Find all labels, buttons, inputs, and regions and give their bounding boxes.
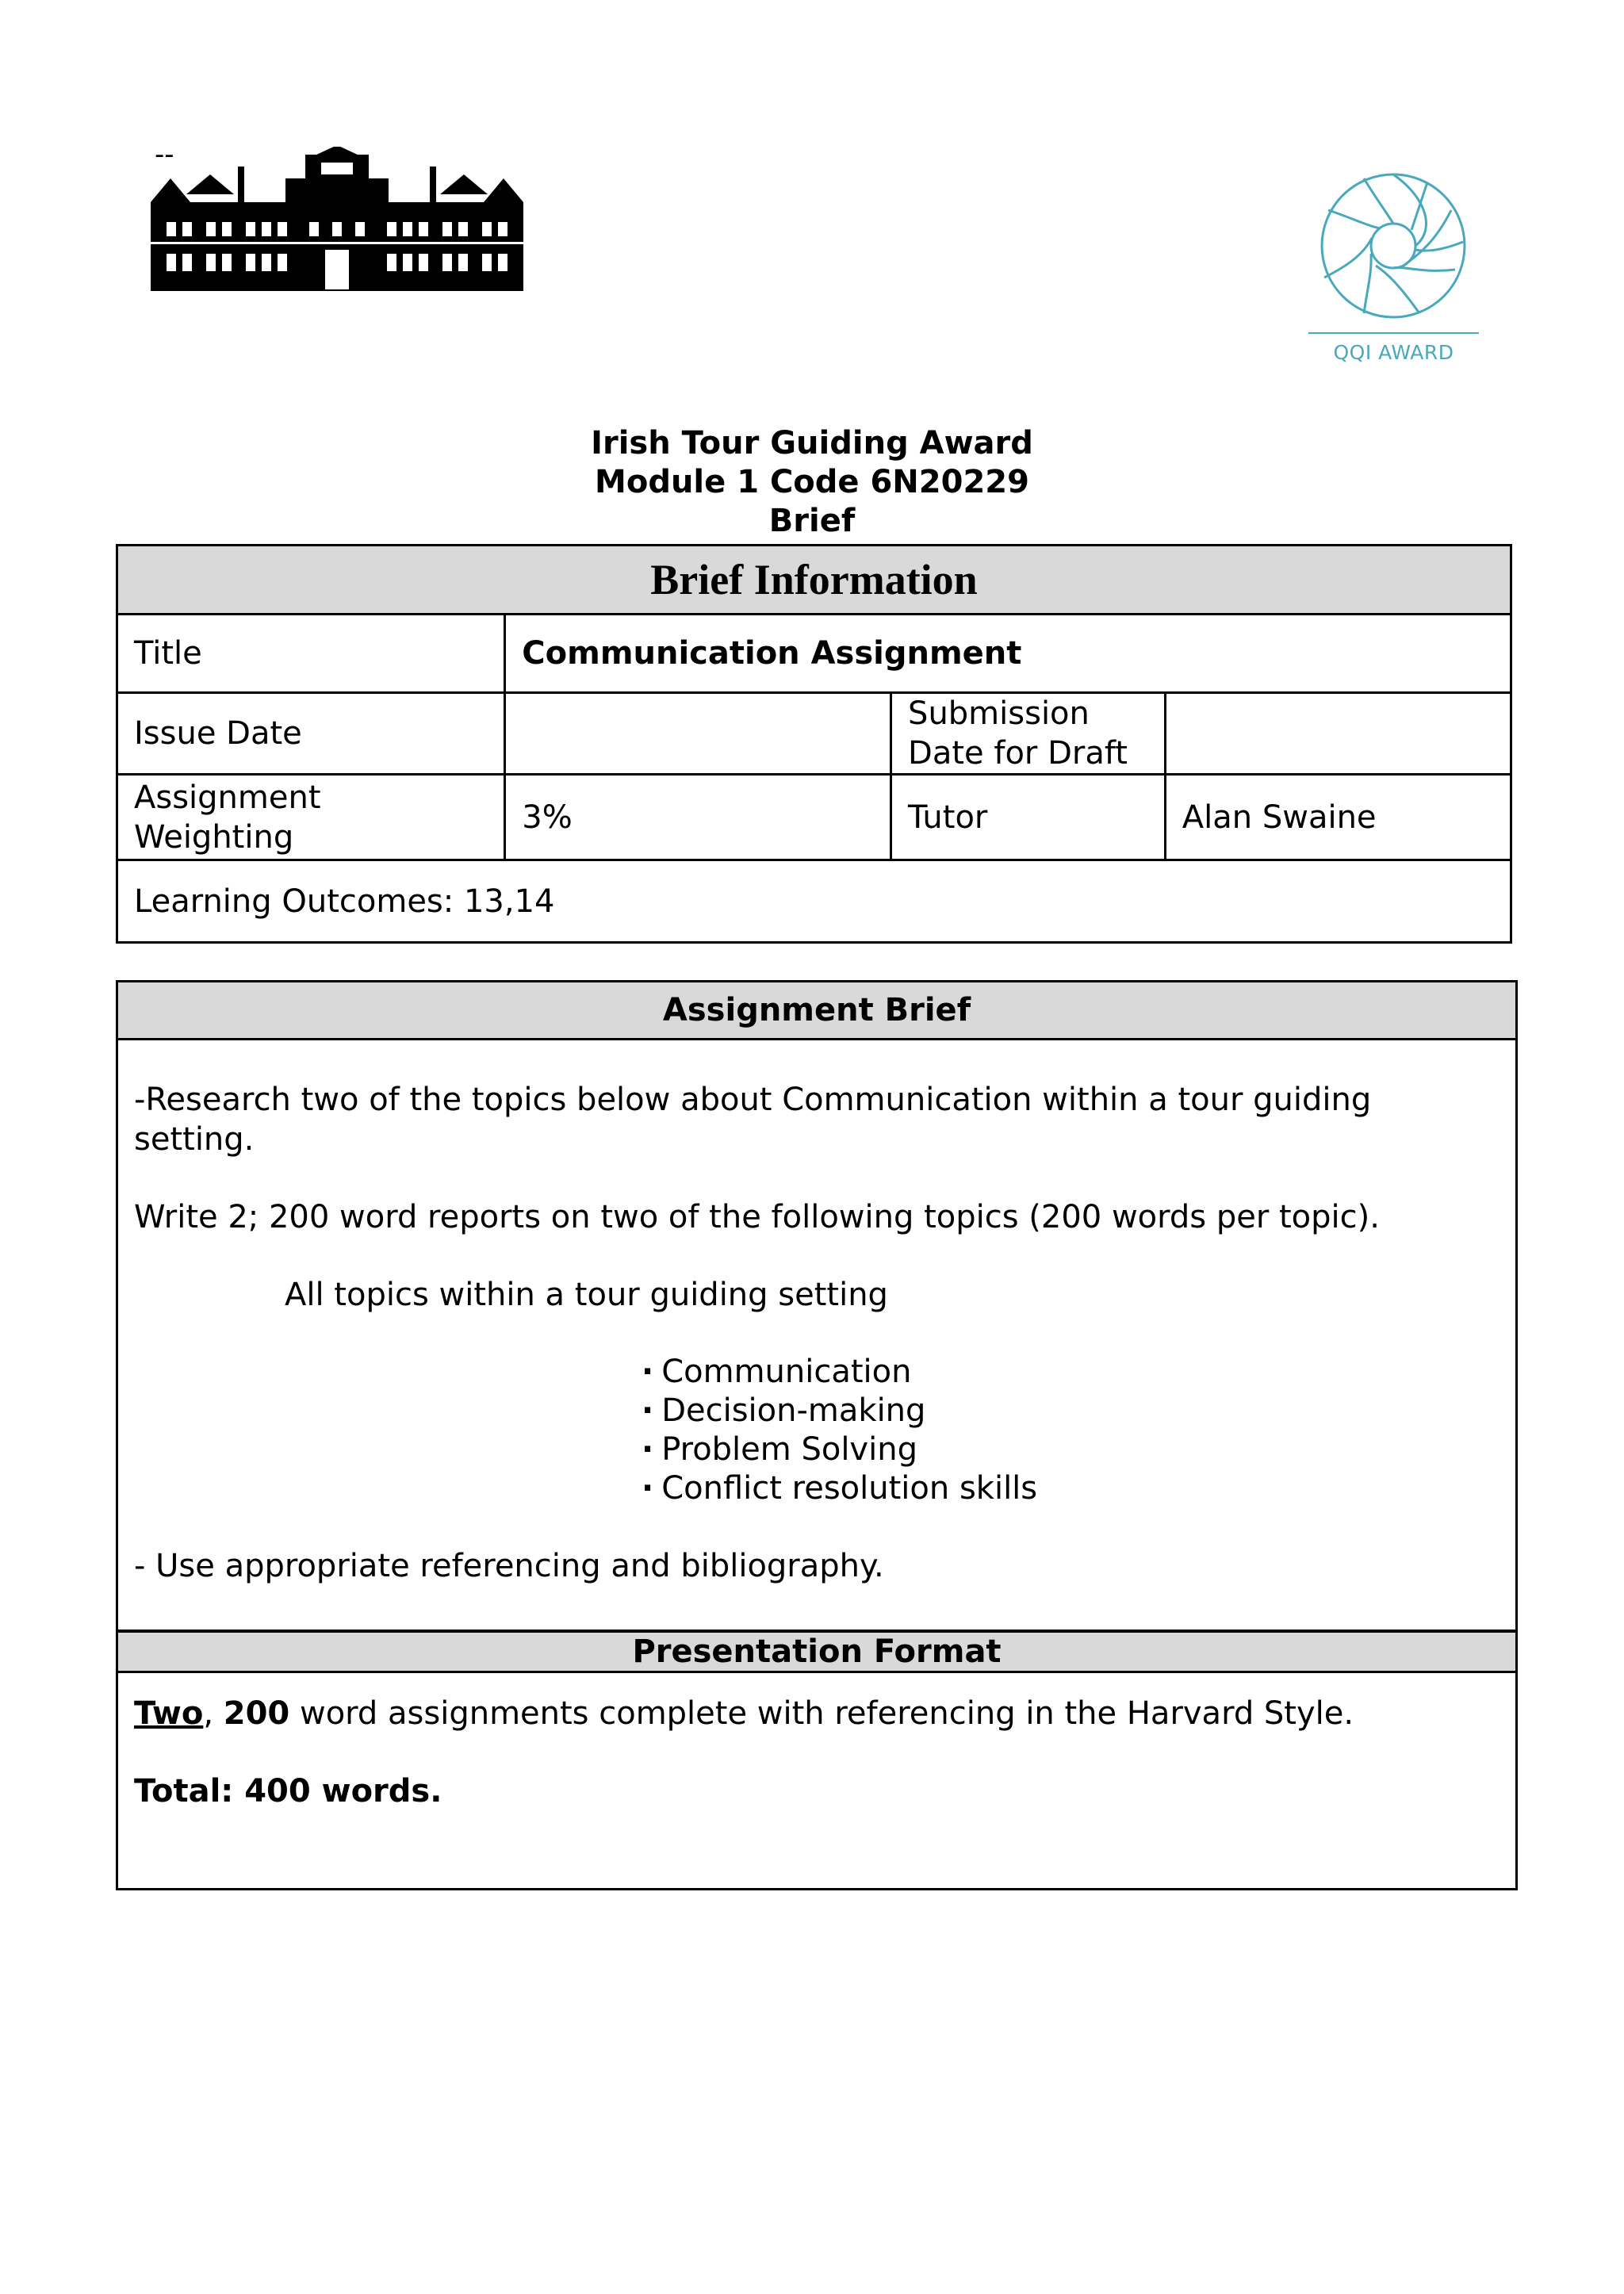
title-value: Communication Assignment xyxy=(505,615,1511,693)
format-line xyxy=(134,1694,1500,1733)
module-code: Module 1 Code 6N20229 xyxy=(595,464,1029,500)
brief-referencing-line: - Use appropriate referencing and bibliography. xyxy=(134,1548,884,1584)
title-label: Title xyxy=(117,615,505,693)
header-dashes: -- xyxy=(155,139,174,170)
assignment-brief-body xyxy=(117,1040,1517,1631)
brief-label: Brief xyxy=(768,503,856,539)
award-title: Irish Tour Guiding Award xyxy=(591,425,1033,461)
list-item: · Problem Solving xyxy=(642,1430,1500,1469)
qqi-award-text: QQI AWARD xyxy=(1333,341,1454,364)
list-item: · Communication xyxy=(642,1353,1500,1392)
format-word-count: 200 xyxy=(223,1695,290,1732)
learning-outcomes: Learning Outcomes: 13,14 xyxy=(117,860,1511,943)
format-total: Total: 400 words. xyxy=(134,1773,442,1810)
brief-setting-line: All topics within a tour guiding setting xyxy=(285,1277,888,1313)
topics-list xyxy=(134,1353,1500,1508)
list-item: · Conflict resolution skills xyxy=(642,1469,1500,1508)
format-separator: , xyxy=(203,1695,214,1732)
presentation-format-table xyxy=(116,1630,1518,1890)
weighting-label: Assignment Weighting xyxy=(117,775,505,860)
assignment-brief-table xyxy=(116,980,1518,1632)
presentation-format-header: Presentation Format xyxy=(117,1632,1517,1672)
submission-date-label: Submission Date for Draft xyxy=(891,693,1166,775)
college-building-logo xyxy=(151,147,523,293)
list-item: · Decision-making xyxy=(642,1392,1500,1430)
document-heading xyxy=(0,424,1624,541)
assignment-brief-header: Assignment Brief xyxy=(117,982,1517,1040)
brief-research-line: -Research two of the topics below about Communication within a tour guiding setting. xyxy=(134,1082,1372,1158)
qqi-award-logo xyxy=(1300,167,1487,365)
brief-information-table xyxy=(116,544,1512,944)
weighting-value: 3% xyxy=(505,775,891,860)
format-rest: word assignments complete with referencing in the Harvard Style. xyxy=(289,1695,1354,1732)
issue-date-label: Issue Date xyxy=(117,693,505,775)
issue-date-value xyxy=(505,693,891,775)
presentation-format-body xyxy=(117,1672,1517,1890)
brief-information-header: Brief Information xyxy=(117,546,1511,615)
format-word-two: Two xyxy=(134,1695,204,1732)
tutor-value: Alan Swaine xyxy=(1165,775,1511,860)
submission-date-value xyxy=(1165,693,1511,775)
tutor-label: Tutor xyxy=(891,775,1166,860)
brief-write-line: Write 2; 200 word reports on two of the following topics (200 words per topic). xyxy=(134,1199,1380,1235)
